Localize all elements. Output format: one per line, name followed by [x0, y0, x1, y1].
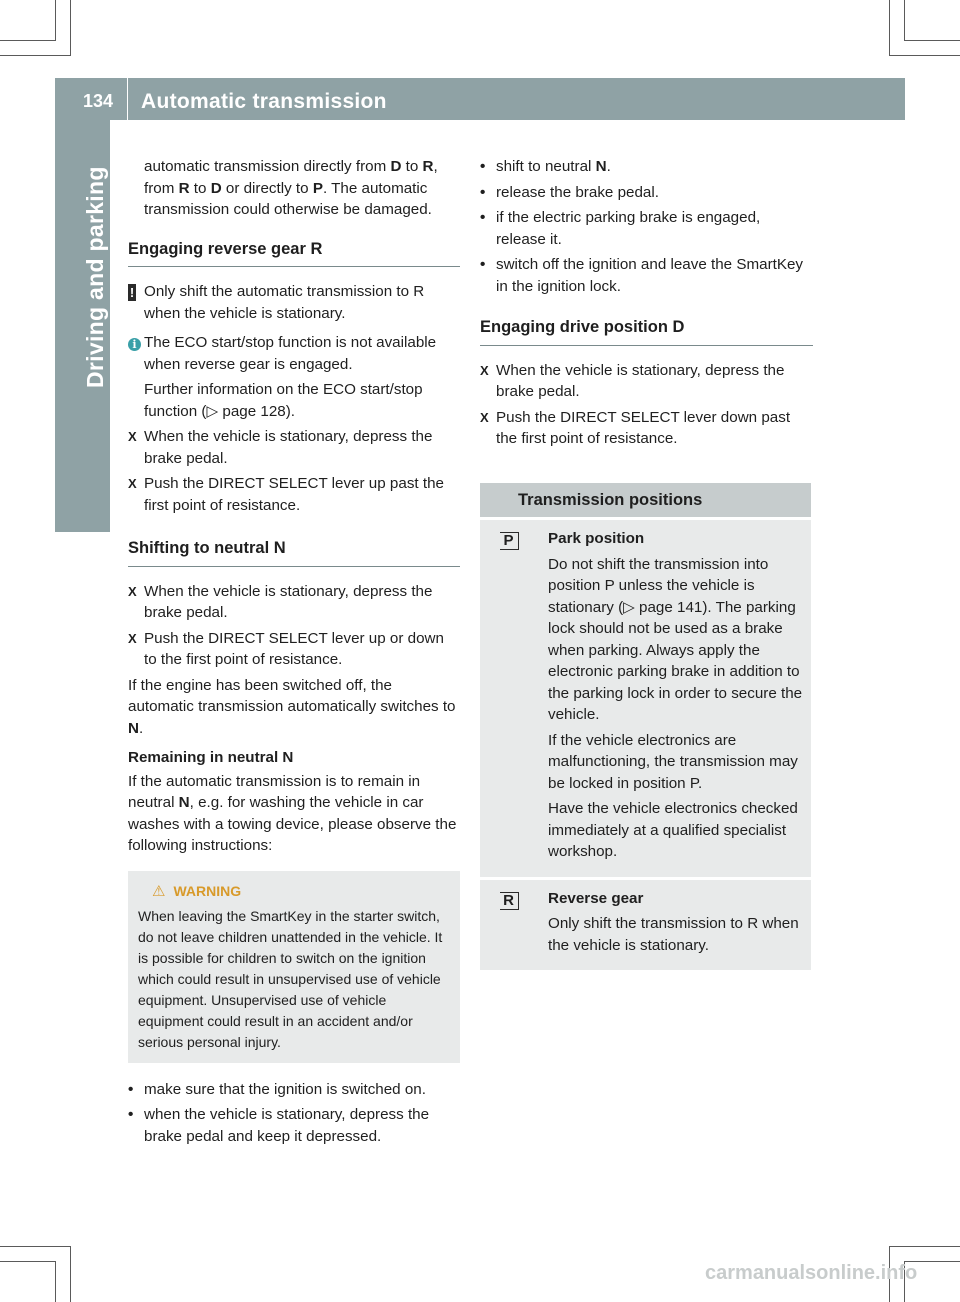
- table-row: [480, 877, 811, 971]
- right-column: [480, 156, 813, 454]
- bullet-item: • shift to neutral N.: [480, 156, 813, 178]
- info-note: i The ECO start/stop function is not available when reverse gear is engaged.: [128, 332, 460, 375]
- transmission-positions-table: [480, 483, 811, 970]
- park-gear-icon: P: [500, 532, 519, 550]
- row-paragraph: Have the vehicle electronics checked immediately at a qualified specialist workshop.: [548, 800, 798, 860]
- step-item: X Push the DIRECT SELECT lever up or down to the first point of resistance.: [128, 629, 444, 668]
- crop-mark: [70, 0, 71, 56]
- intro-paragraph: automatic transmission directly from D to R, from R to D or directly to P. The automatic transmission could otherwise be damaged.: [144, 158, 438, 218]
- step-arrow-icon: X: [128, 583, 137, 599]
- remaining-paragraph: If the automatic transmission is to remain in neutral N, e.g. for washing the vehicle in car washes with a towing device, please observe the following instructions:: [128, 772, 457, 854]
- step-item: X When the vehicle is stationary, depress the brake pedal.: [128, 428, 433, 467]
- row-paragraph: Only shift the transmission to R when the vehicle is stationary.: [548, 915, 799, 954]
- crop-mark: [70, 1246, 71, 1302]
- row-paragraph: If the vehicle electronics are malfunctioning, the transmission may be locked in position P.: [548, 731, 798, 792]
- step-item: X Push the DIRECT SELECT lever up past the first point of resistance.: [128, 475, 444, 514]
- step-item: X When the vehicle is stationary, depress the brake pedal.: [128, 582, 433, 621]
- crop-mark: [904, 0, 905, 40]
- neutral-paragraph: If the engine has been switched off, the automatic transmission automatically switches to N.: [128, 676, 456, 737]
- section-tab-label: Driving and parking: [82, 166, 108, 388]
- step-arrow-icon: X: [480, 362, 489, 378]
- bullet-item: • release the brake pedal.: [480, 182, 813, 204]
- warning-header: ⚠ WARNING: [152, 882, 242, 900]
- warning-triangle-icon: ⚠: [152, 882, 166, 900]
- page-title: Automatic transmission: [141, 90, 387, 113]
- crop-mark: [0, 1261, 56, 1262]
- section-heading-neutral: Shifting to neutral N: [128, 538, 460, 567]
- step-arrow-icon: X: [128, 476, 137, 491]
- caution-note: ! Only shift the automatic transmission to R when the vehicle is stationary.: [129, 283, 425, 322]
- step-arrow-icon: X: [128, 630, 137, 646]
- bullet-icon: •: [480, 256, 486, 273]
- bullet-item: • switch off the ignition and leave the SmartKey in the ignition lock.: [480, 256, 804, 295]
- bullet-item: • if the electric parking brake is engaged, release it.: [480, 209, 761, 248]
- step-item: X Push the DIRECT SELECT lever down past the first point of resistance.: [480, 408, 791, 447]
- watermark: carmanualsonline.info: [705, 1262, 918, 1284]
- crop-mark: [0, 55, 71, 56]
- info-icon: i: [128, 338, 141, 351]
- subheading-remaining: Remaining in neutral N: [128, 749, 294, 766]
- step-item: X When the vehicle is stationary, depress the brake pedal.: [480, 361, 785, 400]
- crop-mark: [904, 40, 960, 41]
- warning-box: [128, 871, 460, 1063]
- bullet-icon: •: [480, 209, 486, 226]
- row-heading: Reverse gear: [548, 889, 644, 907]
- page-number: 134: [83, 91, 114, 111]
- bullet-icon: •: [128, 1080, 134, 1098]
- section-heading-reverse: Engaging reverse gear R: [128, 239, 460, 268]
- row-heading: Park position: [548, 530, 645, 547]
- crop-mark: [0, 40, 56, 41]
- section-heading-drive: Engaging drive position D: [480, 317, 813, 346]
- bullet-icon: •: [480, 158, 486, 175]
- bullet-item: • when the vehicle is stationary, depress the brake pedal and keep it depressed.: [128, 1106, 430, 1145]
- warning-text: When leaving the SmartKey in the starter switch, do not leave children unattended in the vehicle. It is possible for children to switch on the ignition which could result in unsupervised use of vehicle equipment. Unsupervised use of vehicle equipment could result in an accident and/or serious personal injury.: [138, 907, 443, 1050]
- exclamation-icon: !: [129, 285, 135, 300]
- row-paragraph: Do not shift the transmission into position P unless the vehicle is stationary (▷ page 141). The parking lock should not be used as a brake when parking. Always apply the electronic parking brake in addition to the parking lock in order to secure the vehicle.: [548, 555, 803, 723]
- table-title: Transmission positions: [480, 483, 811, 517]
- bullet-item: • make sure that the ignition is switched on.: [128, 1079, 460, 1101]
- table-row: [480, 517, 811, 877]
- crop-mark: [55, 1261, 56, 1302]
- left-column: [128, 156, 460, 1151]
- bullet-icon: •: [128, 1106, 134, 1123]
- bullet-icon: •: [480, 183, 486, 201]
- crop-mark: [0, 1246, 71, 1247]
- crop-mark: [55, 0, 56, 40]
- info-note-continued: Further information on the ECO start/stop function (▷ page 128).: [144, 381, 423, 420]
- crop-mark: [889, 1246, 960, 1247]
- reverse-gear-icon: R: [500, 892, 519, 910]
- crop-mark: [889, 0, 890, 56]
- step-arrow-icon: X: [128, 429, 137, 444]
- crop-mark: [889, 55, 960, 56]
- step-arrow-icon: X: [480, 409, 489, 425]
